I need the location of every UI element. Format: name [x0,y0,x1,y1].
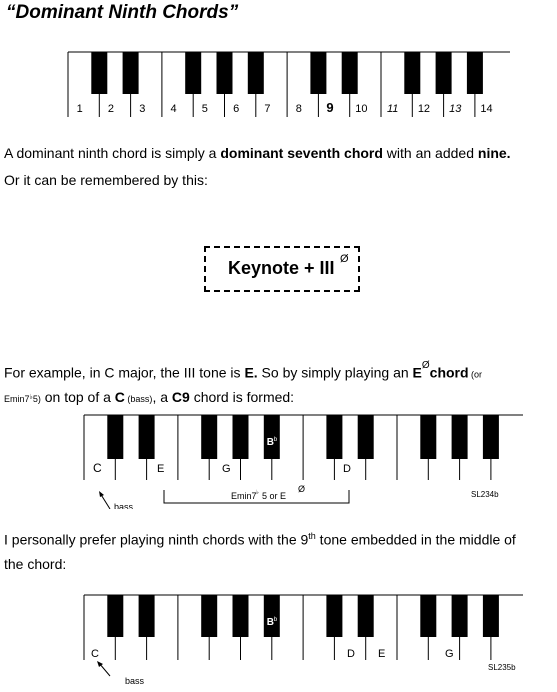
diagram-code: SL235b [488,663,516,672]
bass-label: bass [125,676,145,686]
note-label-b-flat: B [266,437,275,448]
black-key [233,415,249,459]
black-key [326,595,342,637]
black-key [91,52,107,94]
black-key [452,415,468,459]
keyboard-diagram-embedded-ninth [83,594,543,690]
bracket-flat: ♭ [256,490,259,496]
black-key [201,595,217,637]
black-key [358,415,374,459]
key-number-label: 3 [139,103,146,115]
example-line-1: For example, in C major, the III tone is E. So by simply playing an $E^Øchord$ (or [4,360,483,381]
bracket-label-rest: 5 or E [262,491,287,501]
intro-line-1: A dominant ninth chord is simply a dominant seventh chord with an added nine. [4,145,511,161]
black-key [107,595,123,637]
black-key [139,595,155,637]
black-key [201,415,217,459]
black-key [233,595,249,637]
page-title: “Dominant Ninth Chords” [6,2,239,23]
black-key [310,52,326,94]
black-key [342,52,358,94]
black-key [217,52,233,94]
black-key [107,415,123,459]
key-number-label: 1 [76,103,83,115]
black-key [420,595,436,637]
example-line-2: Emin7♭5) on top of a C (bass), a C9 chord is formed: [4,389,295,405]
keyboard-diagram-numbered [67,51,512,121]
key-number-label: 8 [295,103,302,115]
note-label-c: C [93,461,102,475]
flat-sign: b [273,437,278,443]
formula-box [204,246,360,292]
black-key [483,595,499,637]
key-number-label: 13 [449,103,462,115]
black-key [467,52,483,94]
note-label-c: C [91,648,99,660]
bracket-symbol: Ø [298,484,306,494]
note-label-b-flat: B [266,617,275,628]
black-key [420,415,436,459]
black-key [185,52,201,94]
diagram-code: SL234b [471,490,499,499]
formula-text: Keynote + III [228,258,335,278]
preference-line-1: I personally prefer playing ninth chords with the 9th tone embedded in the middle of [4,531,516,548]
black-key [358,595,374,637]
note-label-d: D [343,463,351,475]
note-label-e: E [157,463,165,475]
key-number-label: 4 [170,103,177,115]
bass-label: bass [114,502,134,509]
keyboard-diagram-c9-example [83,414,543,509]
black-key [483,415,499,459]
key-number-label: 9 [326,100,334,115]
key-number-label: 6 [233,103,240,115]
bass-arrowhead [99,491,104,497]
key-number-label: 10 [355,103,368,115]
key-number-label: 7 [264,103,271,115]
black-key [248,52,264,94]
key-number-label: 14 [480,103,493,115]
key-number-label: 11 [386,103,399,115]
black-key [404,52,420,94]
intro-line-2: Or it can be remembered by this: [4,172,208,188]
note-label-d: D [347,648,355,660]
note-label-e: E [378,648,386,660]
flat-sign: b [273,617,278,623]
bracket-label: Emin7 [231,491,257,501]
black-key [264,595,280,637]
half-diminished-symbol: Ø [340,253,349,265]
key-number-label: 12 [417,103,431,115]
key-number-label: 5 [201,103,208,115]
black-key [123,52,139,94]
note-label-g: G [445,648,454,660]
preference-line-2: the chord: [4,556,67,572]
note-label-g: G [222,463,231,475]
key-number-label: 2 [107,103,115,115]
black-key [139,415,155,459]
black-key [452,595,468,637]
black-key [326,415,342,459]
black-key [436,52,452,94]
